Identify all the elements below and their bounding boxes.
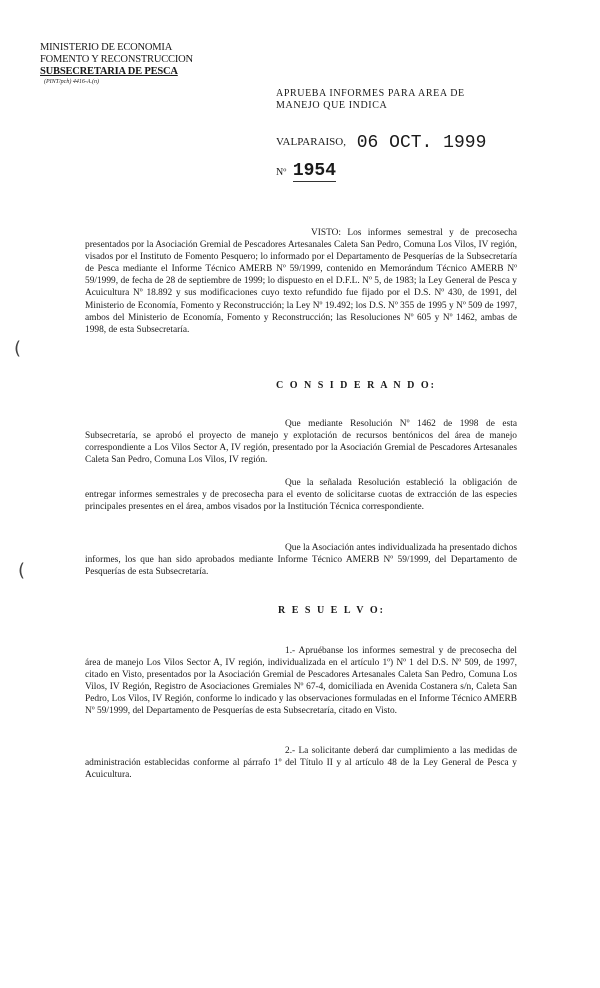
considerando-heading: C O N S I D E R A N D O: xyxy=(276,380,436,391)
place: VALPARAISO, xyxy=(276,136,346,148)
visto-paragraph: VISTO: Los informes semestral y de precosecha presentados por la Asociación Gremial de Pescadores Artesanales Caleta San Pedro, Comuna Los Vilos, IV región, visados por el Instituto de Fomento Pesquero; lo informado por el Departamento de Pesquerías de la Subsecretaría de Pesca mediante el Informe Técnico AMERB Nº 59/1999, contenido en Memorándum Técnico AMERB Nº 59/1999, de fecha de 28 de septiembre de 1999; lo dispuesto en el D.F.L. Nº 5, de 1983; la Ley General de Pesca y Acuicultura Nº 18.892 y sus modificaciones cuyo texto refundido fue fijado por el D.S. Nº 430, de 1991, del Ministerio de Economía, Fomento y Reconstrucción; la Ley Nº 19.492; los D.S. Nº 355 de 1995 y Nº 509 de 1997, ambos del Ministerio de Economía, Fomento y Reconstrucción; las Resoluciones Nº 605 y Nº 1462, ambas de 1998, de esta Subsecretaría. xyxy=(85,228,517,335)
punch-hole-icon: ( xyxy=(14,338,22,359)
considerando-paragraph-2: Que la señalada Resolución estableció la obligación de entregar informes semestrales y de precosecha para el evento de solicitarse cuotas de extracción de las especies principales presentes en el área, ambos visados por la Institución Técnica correspondiente. xyxy=(85,478,517,513)
document-subject: APRUEBA INFORMES PARA AREA DE MANEJO QUE INDICA xyxy=(276,88,465,111)
reference-code: (PINT/pch) 4416-A.(n) xyxy=(44,79,99,85)
place-date xyxy=(276,133,486,153)
resuelvo-item-1: 1.- Apruébanse los informes semestral y de precosecha del área de manejo Los Vilos Sector A, IV región, individualizada en el artículo 1º) Nº 1 del D.S. Nº 509, de 1997, citado en Visto, presentados por la Asociación Gremial de Pescadores Artesanales Caleta San Pedro, Comuna Los Vilos, IV Región, Registro de Asociaciones Gremiales Nº 67-4, domiciliada en Avenida Costanera s/n, Caleta San Pedro, Los Vilos, IV Región, conforme lo indicado y las observaciones formuladas en el Informe Técnico AMERB Nº 59/1999, del Departamento de Pesquerías de esta Subsecretaría, citado en Visto. xyxy=(85,646,517,717)
resuelvo-item-2: 2.- La solicitante deberá dar cumplimiento a las medidas de administración establecidas conforme al párrafo 1º del Título II y al artículo 48 de la Ley General de Pesca y Acuicultura. xyxy=(85,746,517,781)
punch-hole-icon: ( xyxy=(18,560,26,581)
resuelvo-heading: R E S U E L V O: xyxy=(278,605,385,616)
resolution-number xyxy=(276,161,336,181)
date-stamp: 06 OCT. 1999 xyxy=(356,133,487,153)
ministry-line-2: FOMENTO Y RECONSTRUCCION xyxy=(40,54,193,65)
considerando-paragraph-3: Que la Asociación antes individualizada ha presentado dichos informes, los que han sido aprobados mediante Informe Técnico AMERB Nº 59/1999, del Departamento de Pesquerías de esta Subsecretaría. xyxy=(85,543,517,578)
subsecretaria-line: SUBSECRETARIA DE PESCA xyxy=(40,66,178,77)
number-value: 1954 xyxy=(292,161,337,181)
letterhead xyxy=(40,42,210,86)
ministry-line-1: MINISTERIO DE ECONOMIA xyxy=(40,42,173,53)
number-label: Nº xyxy=(276,167,287,178)
considerando-paragraph-1: Que mediante Resolución Nº 1462 de 1998 de esta Subsecretaría, se aprobó el proyecto de manejo y explotación de recursos bentónicos del área de manejo correspondiente a Los Vilos Sector A, IV región, presentado por la Asociación Gremial de Pescadores Artesanales Caleta San Pedro, Comuna Los Vilos, IV región. xyxy=(85,419,517,466)
